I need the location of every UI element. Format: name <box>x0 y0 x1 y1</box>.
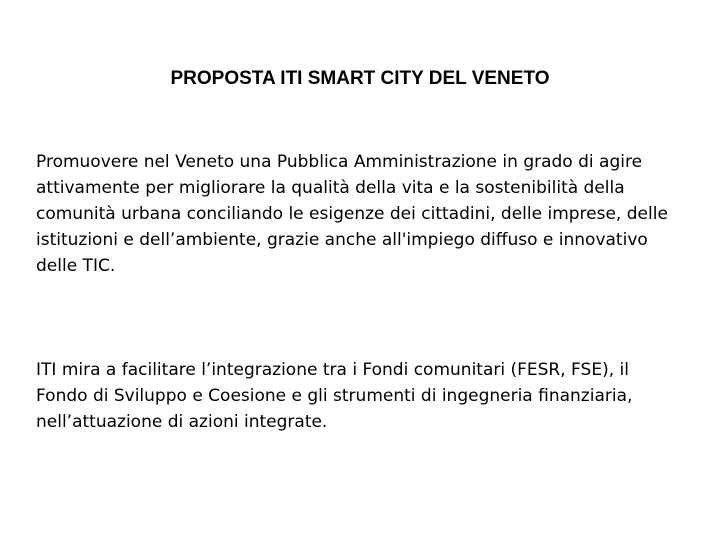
slide-title: PROPOSTA ITI SMART CITY DEL VENETO <box>170 68 550 89</box>
body-paragraph-objective: Promuovere nel Veneto una Pubblica Amministrazione in grado di agire attivamente per migliorare la qualità della vita e la sostenibilità della comunità urbana conciliando le esigenze dei cittadini, delle imprese, delle istituzioni e dell’ambiente, grazie anche all'impiego diffuso e innovativo delle TIC. <box>36 152 668 276</box>
body-paragraph-iti: ITI mira a facilitare l’integrazione tra i Fondi comunitari (FESR, FSE), il Fondo di Sviluppo e Coesione e gli strumenti di ingegneria finanziaria, nell’attuazione di azioni integrate. <box>36 360 633 432</box>
